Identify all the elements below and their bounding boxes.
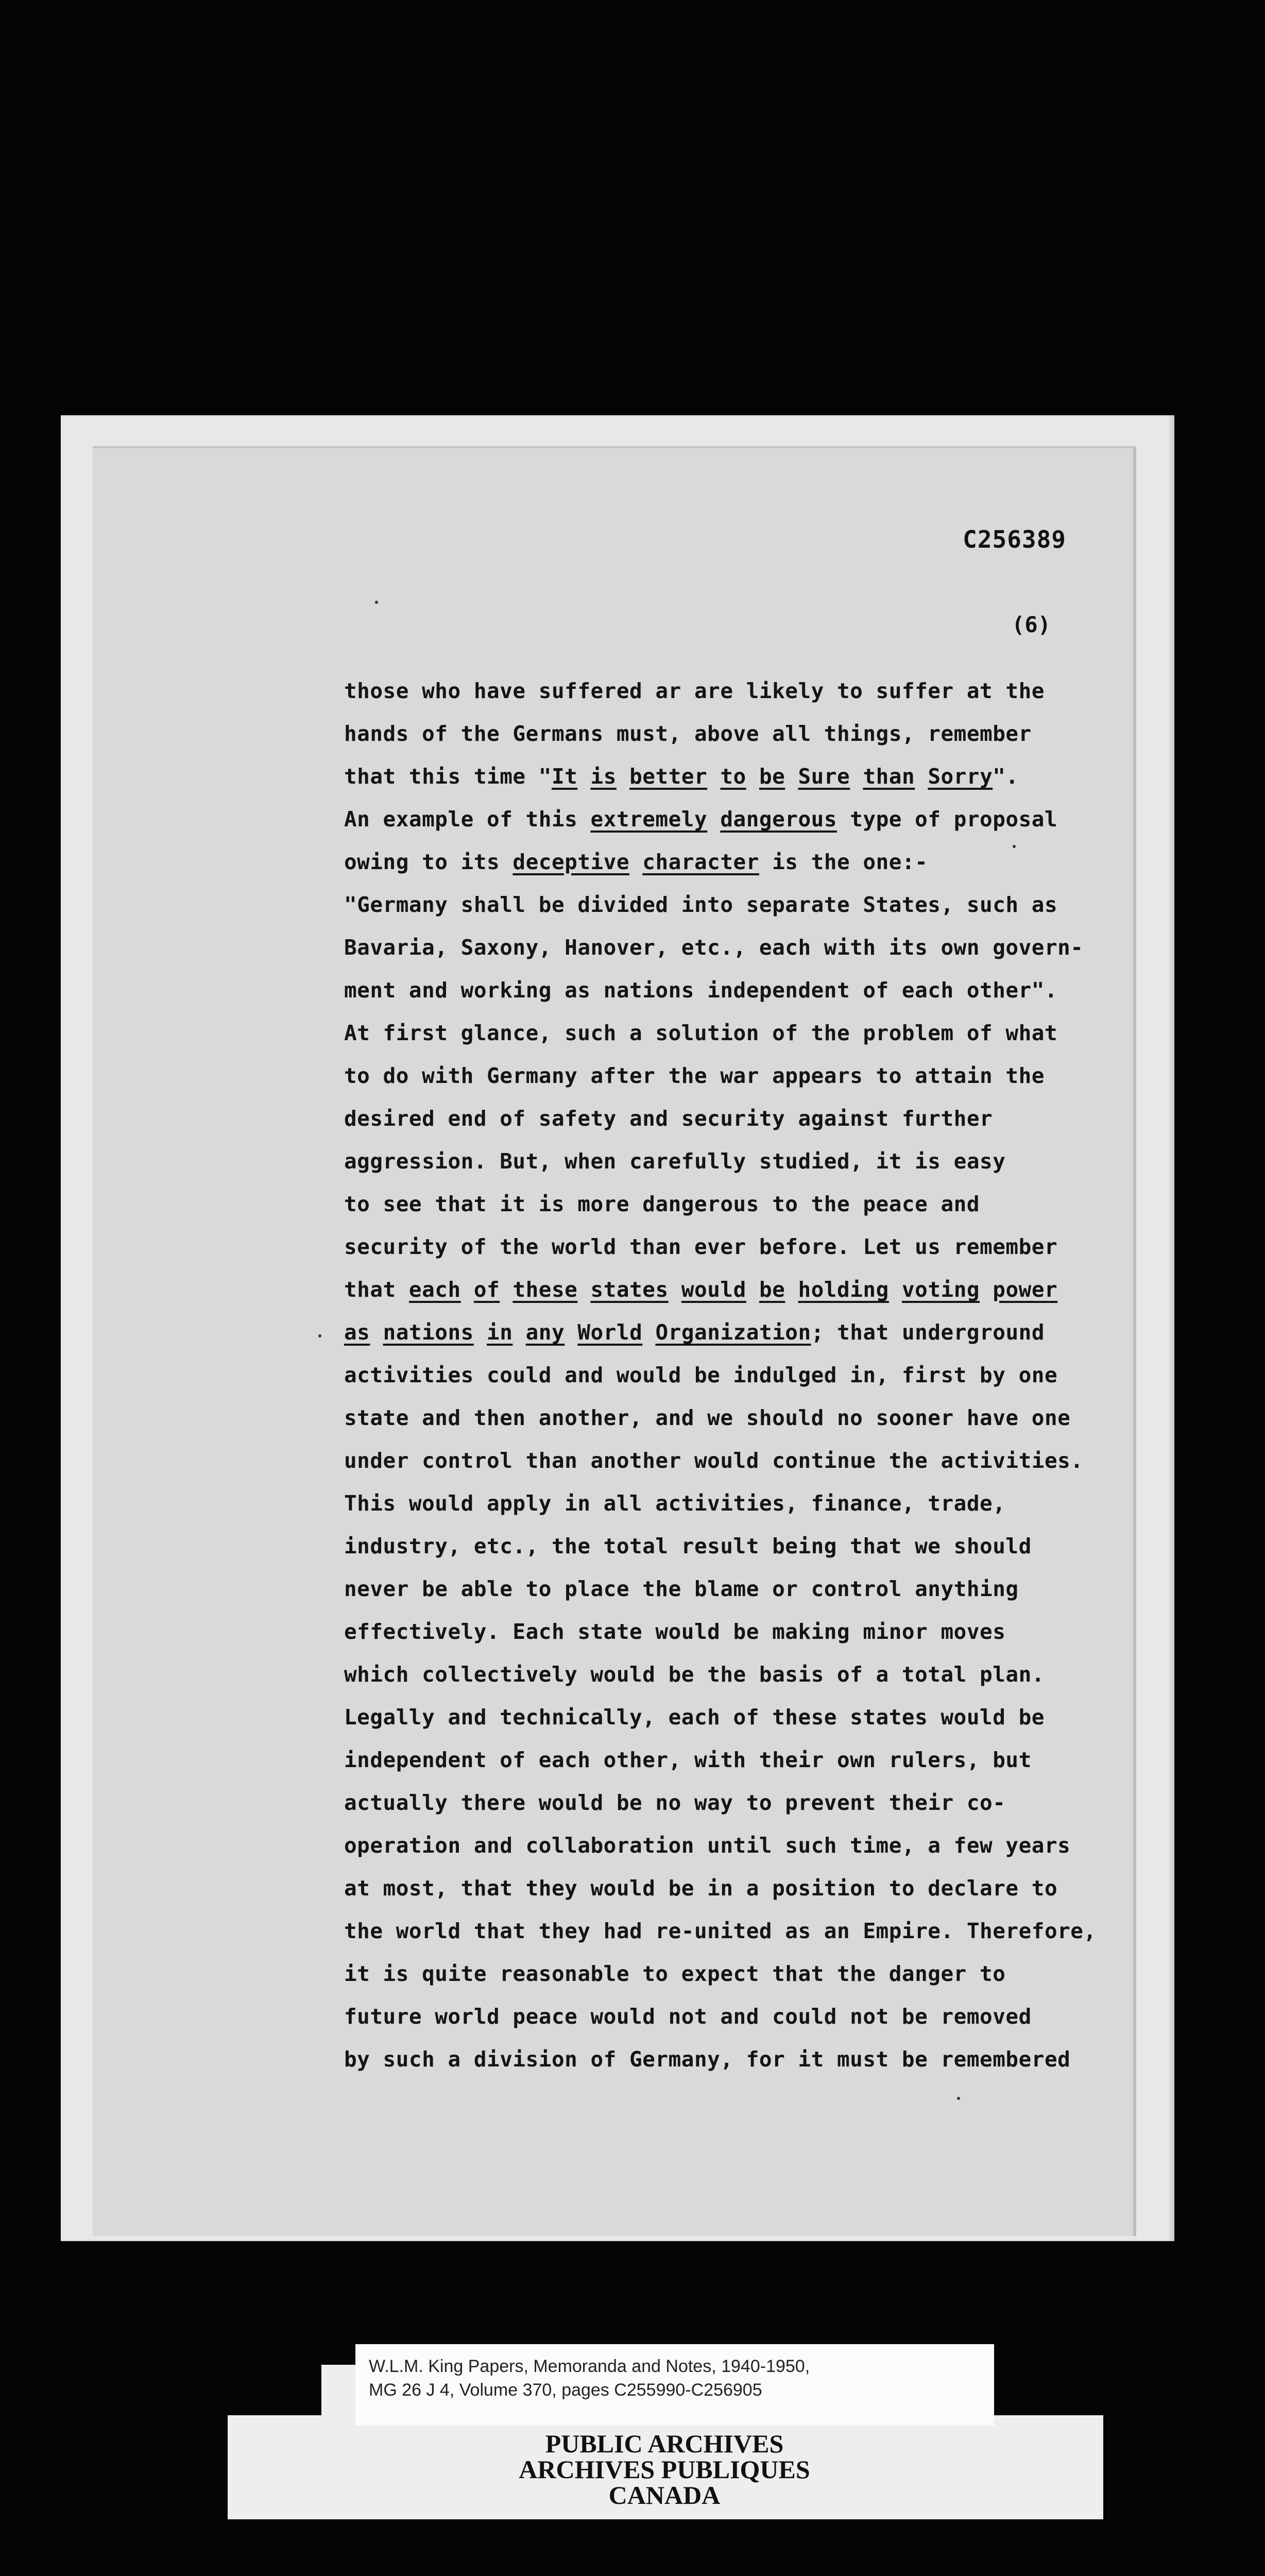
scanned-page: [93, 446, 1136, 2236]
label-notch-left: [228, 2365, 321, 2415]
archives-line-english: PUBLIC ARCHIVES: [545, 2429, 784, 2458]
text-line: [344, 1482, 1117, 1525]
underlined-text: be: [759, 764, 785, 789]
text-segment: [617, 764, 629, 789]
scan-speck: [1013, 845, 1016, 848]
text-segment: [642, 1320, 655, 1345]
underlined-text: to: [720, 764, 746, 789]
text-segment: [474, 1320, 487, 1345]
text-segment: At first glance, such a solution of the problem of what: [344, 1021, 1058, 1045]
underlined-text: be: [759, 1277, 785, 1302]
text-segment: ; that underground: [811, 1320, 1045, 1345]
underlined-text: each: [408, 1277, 461, 1302]
text-segment: [785, 764, 798, 789]
text-segment: [669, 1277, 681, 1302]
scan-speck: [375, 601, 378, 604]
underlined-text: It: [551, 764, 578, 789]
underlined-text: deceptive: [512, 850, 630, 874]
text-segment: which collectively would be the basis of a total plan.: [344, 1662, 1045, 1687]
archives-line-french: ARCHIVES PUBLIQUES: [519, 2455, 810, 2484]
text-line: [344, 1311, 1117, 1354]
text-segment: those who have suffered ar are likely to suffer at the: [344, 679, 1045, 703]
underlined-text: better: [629, 764, 708, 789]
text-segment: ".: [993, 764, 1019, 789]
text-segment: [370, 1320, 383, 1345]
underlined-text: voting: [901, 1277, 980, 1302]
text-segment: future world peace would not and could not be removed: [344, 2004, 1032, 2029]
text-segment: [785, 1277, 798, 1302]
archives-stamp: [464, 2431, 865, 2508]
text-line: [344, 713, 1117, 755]
text-segment: at most, that they would be in a position to declare to: [344, 1876, 1058, 1901]
text-line: [344, 1525, 1117, 1568]
text-line: [344, 1696, 1117, 1739]
text-line: [344, 2038, 1117, 2081]
text-segment: the world that they had re-united as an Empire. Therefore,: [344, 1919, 1097, 1943]
underlined-text: than: [863, 764, 915, 789]
text-line: [344, 1268, 1117, 1311]
underlined-text: Sorry: [928, 764, 993, 789]
underlined-text: dangerous: [720, 807, 837, 832]
text-line: [344, 841, 1117, 884]
text-line: [344, 1824, 1117, 1867]
text-line: [344, 1867, 1117, 1910]
underlined-text: power: [993, 1277, 1058, 1302]
text-segment: by such a division of Germany, for it must be remembered: [344, 2047, 1071, 2072]
text-line: [344, 1354, 1117, 1397]
text-line: [344, 670, 1117, 713]
text-line: [344, 884, 1117, 926]
text-segment: activities could and would be indulged in, first by one: [344, 1363, 1058, 1387]
underlined-text: character: [642, 850, 759, 874]
text-segment: operation and collaboration until such time, a few years: [344, 1833, 1071, 1858]
text-line: [344, 1140, 1117, 1183]
text-segment: [577, 1277, 590, 1302]
text-line: [344, 926, 1117, 969]
text-segment: desired end of safety and security against further: [344, 1106, 993, 1131]
text-segment: state and then another, and we should no sooner have one: [344, 1405, 1071, 1430]
scan-speck: [957, 2097, 960, 2100]
text-line: [344, 969, 1117, 1012]
text-segment: Bavaria, Saxony, Hanover, etc., each with its own govern-: [344, 935, 1084, 960]
text-segment: [707, 807, 720, 832]
text-segment: independent of each other, with their own rulers, but: [344, 1748, 1032, 1772]
underlined-text: is: [590, 764, 617, 789]
text-line: [344, 1653, 1117, 1696]
archive-reference-code: C256389: [963, 526, 1066, 553]
text-segment: under control than another would continue the activities.: [344, 1448, 1084, 1473]
text-segment: [500, 1277, 512, 1302]
underlined-text: holding: [798, 1277, 889, 1302]
page-number: (6): [1012, 612, 1051, 637]
text-line: [344, 1439, 1117, 1482]
text-segment: that: [344, 1277, 409, 1302]
typewritten-body: [344, 670, 1117, 2081]
text-segment: aggression. But, when carefully studied, it is easy: [344, 1149, 1006, 1174]
label-notch-right: [994, 2365, 1103, 2415]
text-segment: that this time ": [344, 764, 552, 789]
text-line: [344, 1910, 1117, 1953]
underlined-text: states: [590, 1277, 669, 1302]
text-line: [344, 1953, 1117, 1995]
underlined-text: extremely: [590, 807, 708, 832]
underlined-text: World: [577, 1320, 643, 1345]
text-line: [344, 1995, 1117, 2038]
collection-title: W.L.M. King Papers, Memoranda and Notes, 1940-1950,: [369, 2357, 810, 2376]
text-segment: to see that it is more dangerous to the peace and: [344, 1192, 980, 1216]
text-segment: is the one:-: [759, 850, 928, 874]
text-line: [344, 1012, 1117, 1055]
underlined-text: any: [525, 1320, 565, 1345]
text-segment: effectively. Each state would be making minor moves: [344, 1619, 1006, 1644]
text-segment: [512, 1320, 525, 1345]
scan-speck: [318, 1334, 321, 1337]
archives-line-country: CANADA: [608, 2481, 721, 2510]
text-segment: hands of the Germans must, above all things, remember: [344, 721, 1032, 746]
text-segment: [565, 1320, 577, 1345]
text-segment: [746, 1277, 759, 1302]
text-segment: [915, 764, 928, 789]
text-segment: to do with Germany after the war appears to attain the: [344, 1063, 1045, 1088]
text-line: [344, 1226, 1117, 1268]
text-segment: Legally and technically, each of these states would be: [344, 1705, 1045, 1730]
text-segment: never be able to place the blame or control anything: [344, 1577, 1019, 1601]
text-line: [344, 1739, 1117, 1782]
text-segment: owing to its: [344, 850, 513, 874]
text-line: [344, 1183, 1117, 1226]
text-segment: An example of this: [344, 807, 591, 832]
text-segment: it is quite reasonable to expect that the danger to: [344, 1961, 1006, 1986]
text-segment: [461, 1277, 474, 1302]
text-segment: "Germany shall be divided into separate States, such as: [344, 892, 1058, 917]
text-segment: [707, 764, 720, 789]
text-line: [344, 1782, 1117, 1824]
underlined-text: of: [473, 1277, 500, 1302]
underlined-text: in: [487, 1320, 513, 1345]
text-segment: [746, 764, 759, 789]
text-segment: [850, 764, 863, 789]
text-segment: [577, 764, 590, 789]
underlined-text: nations: [383, 1320, 474, 1345]
underlined-text: would: [681, 1277, 746, 1302]
text-line: [344, 1611, 1117, 1653]
collection-label: [355, 2344, 994, 2426]
text-segment: type of proposal: [837, 807, 1058, 832]
underlined-text: these: [512, 1277, 578, 1302]
text-segment: actually there would be no way to prevent their co-: [344, 1790, 1006, 1815]
text-line: [344, 755, 1117, 798]
underlined-text: Sure: [798, 764, 850, 789]
text-line: [344, 1097, 1117, 1140]
text-segment: ment and working as nations independent of each other".: [344, 978, 1058, 1003]
text-segment: This would apply in all activities, finance, trade,: [344, 1491, 1006, 1516]
underlined-text: Organization: [655, 1320, 811, 1345]
text-line: [344, 1397, 1117, 1439]
text-segment: industry, etc., the total result being that we should: [344, 1534, 1032, 1558]
collection-reference: MG 26 J 4, Volume 370, pages C255990-C256905: [369, 2380, 762, 2400]
text-segment: [980, 1277, 993, 1302]
text-segment: [889, 1277, 902, 1302]
underlined-text: as: [344, 1320, 370, 1345]
text-line: [344, 1568, 1117, 1611]
text-segment: security of the world than ever before. Let us remember: [344, 1234, 1058, 1259]
text-line: [344, 1055, 1117, 1097]
text-line: [344, 798, 1117, 841]
text-segment: [629, 850, 642, 874]
